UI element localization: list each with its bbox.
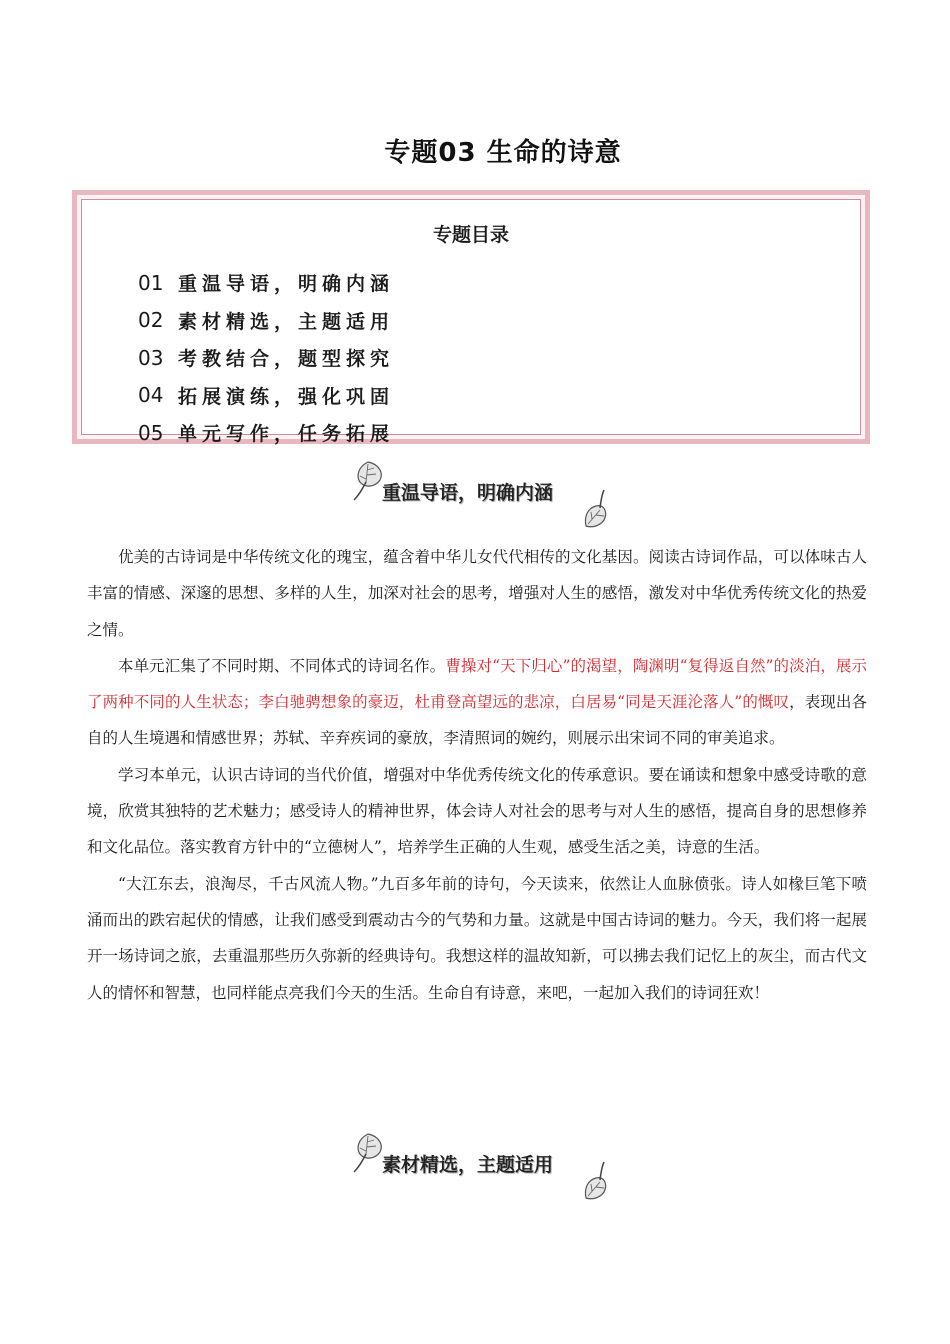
paragraph: 学习本单元，认识古诗词的当代价值，增强对中华优秀传统文化的传承意识。要在诵读和想象中感受诗歌的意境，欣赏其独特的艺术魅力；感受诗人的精神世界，体会诗人对社会的思考与对人生的感悟，提高自身的思想修养和文化品位。落实教育方针中的“立德树人”，培养学生正确的人生观，感受生活之美，诗意的生活。	[87, 765, 867, 857]
toc-item[interactable]	[138, 339, 394, 377]
toc-item-label: 重温导语，明确内涵	[178, 273, 395, 296]
intro-body	[87, 539, 867, 1011]
toc-item-number: 01	[138, 270, 164, 295]
toc-heading: 专题目录	[432, 224, 509, 246]
leaf-icon	[574, 1160, 610, 1200]
table-of-contents	[72, 190, 870, 444]
toc-item[interactable]	[138, 302, 394, 340]
paragraph: 优美的古诗词是中华传统文化的瑰宝，蕴含着中华儿女代代相传的文化基因。阅读古诗词作品，可以体味古人丰富的情感、深邃的思想、多样的人生，加深对社会的思考，增强对人生的感悟，激发对中华优秀传统文化的热爱之情。	[87, 548, 867, 639]
toc-item[interactable]	[138, 414, 394, 452]
page-title: 专题03 生命的诗意	[384, 138, 622, 168]
toc-item-number: 04	[138, 383, 164, 408]
toc-item-label: 拓展演练，强化巩固	[178, 385, 395, 408]
paragraph-text: 本单元汇集了不同时期、不同体式的诗词名作。	[118, 656, 446, 675]
section-banner-material	[340, 1130, 620, 1200]
toc-item-label: 素材精选，主题适用	[178, 310, 395, 333]
toc-inner-frame	[81, 199, 861, 446]
toc-list	[138, 264, 394, 452]
paragraph: “大江东去，浪淘尽，千古风流人物。”九百多年前的诗句，今天读来，依然让人血脉偾张。诗人如椽巨笔下喷涌而出的跌宕起伏的情感，让我们感受到震动古今的气势和力量。这就是中国古诗词的魅力。今天，我们将一起展开一场诗词之旅，去重温那些历久弥新的经典诗句。我想这样的温故知新，可以拂去我们记忆上的灰尘，而古代文人的情怀和智慧，也同样能点亮我们今天的生活。生命自有诗意，来吧，一起加入我们的诗词狂欢！	[87, 874, 867, 1002]
toc-item-number: 03	[138, 345, 164, 370]
toc-item-label: 单元写作，任务拓展	[178, 423, 395, 446]
highlighted-text: 曹操对“天下归心”的渴望，陶渊明“复得返自然”的淡泊，展示了两种不同的人生状态；李白驰骋想象的豪迈，杜甫登高望远的悲凉，白居易“同是天涯沦落人”的慨叹	[87, 656, 867, 712]
leaf-icon	[574, 488, 610, 528]
paragraph	[87, 648, 867, 757]
section-heading: 重温导语，明确内涵	[382, 482, 554, 504]
toc-item-number: 05	[138, 420, 164, 445]
section-banner-intro	[340, 458, 620, 528]
toc-item[interactable]	[138, 264, 394, 302]
toc-item[interactable]	[138, 377, 394, 415]
section-heading: 素材精选，主题适用	[382, 1154, 554, 1176]
toc-item-label: 考教结合，题型探究	[178, 348, 395, 371]
toc-item-number: 02	[138, 308, 164, 333]
paragraph-text: ，表现出各自的人生境遇和情感世界；苏轼、辛弃疾词的豪放，李清照词的婉约，则展示出宋词不同的审美追求。	[87, 693, 867, 748]
